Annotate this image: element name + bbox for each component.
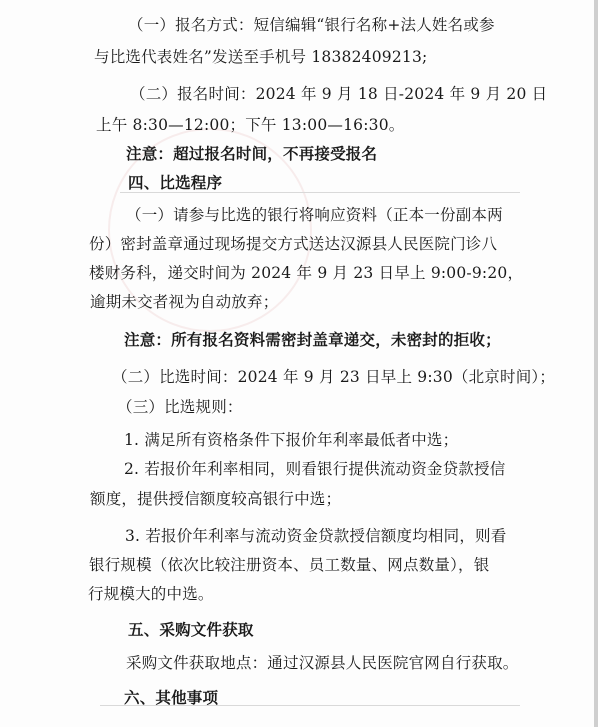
paragraph-line: 份）密封盖章通过现场提交方式送达汉源县人民医院门诊八 xyxy=(89,235,498,253)
page-edge xyxy=(594,0,598,727)
rule-line: 2. 若报价年利率相同，则看银行提供流动资金贷款授信 xyxy=(124,460,506,478)
notice-line: 注意：所有报名资料需密封盖章递交，未密封的拒收； xyxy=(124,331,501,349)
rule-line: 额度，提供授信额度较高银行中选； xyxy=(90,490,342,508)
rule-line: 1. 满足所有资格条件下报价年利率最低者中选； xyxy=(124,431,459,449)
paragraph-line: （二）报名时间：2024 年 9 月 18 日-2024 年 9 月 20 日 xyxy=(130,85,548,103)
rule-line: 行规模大的中选。 xyxy=(88,585,214,603)
paragraph-line: 与比选代表姓名”发送至手机号 18382409213; xyxy=(94,48,428,66)
paragraph-line: （一）请参与比选的银行将响应资料（正本一份副本两 xyxy=(126,206,503,224)
paragraph-line: 逾期未交者视为自动放弃； xyxy=(90,293,279,311)
paragraph-line: （一）报名方式：短信编辑“银行名称+法人姓名或参 xyxy=(128,16,495,34)
section-heading: 六、其他事项 xyxy=(124,689,219,707)
paragraph-line: 楼财务科，递交时间为 2024 年 9 月 23 日早上 9:00-9:20， xyxy=(89,264,524,282)
notice-line: 注意：超过报名时间，不再接受报名 xyxy=(126,145,378,163)
rule-line: 银行规模（依次比较注册资本、员工数量、网点数量），银 xyxy=(89,556,490,574)
section-heading: 五、采购文件获取 xyxy=(128,621,254,639)
rule-line: 3. 若报价年利率与流动资金贷款授信额度均相同，则看 xyxy=(125,527,507,545)
paragraph-line: 采购文件获取地点：通过汉源县人民医院官网自行获取。 xyxy=(126,654,519,672)
paragraph-line: （二）比选时间：2024 年 9 月 23 日早上 9:30（北京时间）； xyxy=(112,368,556,386)
paragraph-line: （三）比选规则： xyxy=(117,398,243,416)
section-heading: 四、比选程序 xyxy=(128,174,223,192)
paragraph-line: 上午 8:30—12:00；下午 13:00—16:30。 xyxy=(96,116,405,134)
